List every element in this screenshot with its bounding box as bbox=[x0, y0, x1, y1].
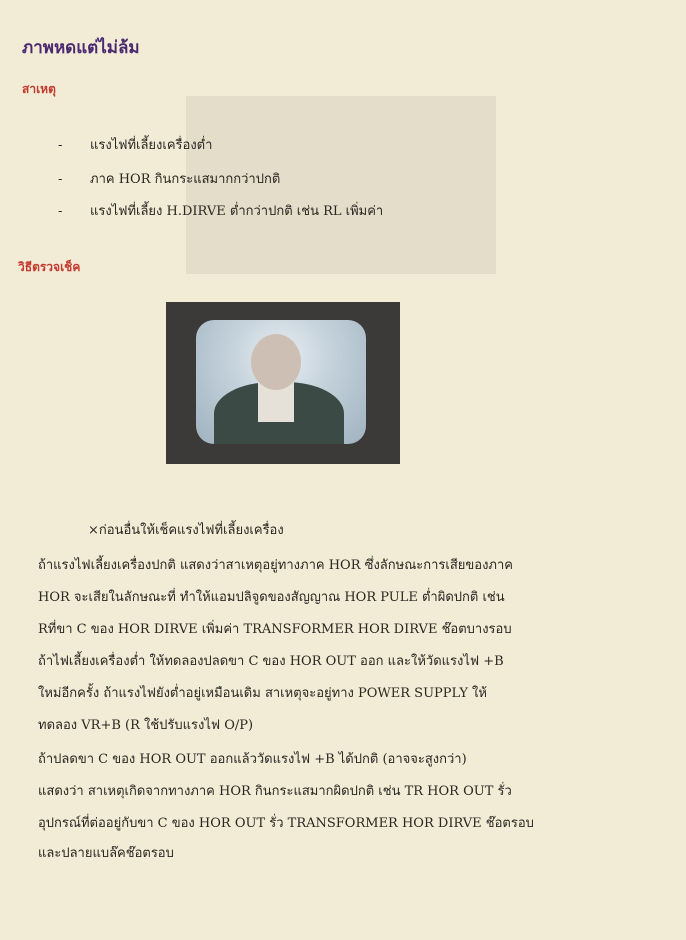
body-line: อุปกรณ์ที่ต่ออยู่กับขา C ของ HOR OUT รั่ว TRANSFORMER HOR DIRVE ช๊อตรอบ bbox=[38, 816, 534, 831]
body-line: ถ้าปลดขา C ของ HOR OUT ออกแล้ววัดแรงไฟ +B ได้ปกติ (อาจจะสูงกว่า) bbox=[38, 752, 467, 767]
tv-screen bbox=[196, 320, 366, 444]
body-line: ถ้าไฟเลี้ยงเครื่องต่ำ ให้ทดลองปลดขา C ของ HOR OUT ออก และให้วัดแรงไฟ +B bbox=[38, 654, 504, 669]
cause-item: - ภาค HOR กินกระแสมากกว่าปกติ bbox=[58, 172, 281, 187]
tv-photo bbox=[166, 302, 400, 464]
body-line: ถ้าแรงไฟเลี้ยงเครื่องปกติ แสดงว่าสาเหตุอยู่ทางภาค HOR ซึ่งลักษณะการเสียของภาค bbox=[38, 558, 513, 573]
body-line: HOR จะเสียในลักษณะที่ ทำให้แอมปลิจูดของสัญญาณ HOR PULE ต่ำผิดปกติ เช่น bbox=[38, 590, 505, 605]
check-heading: วิธีตรวจเช็ค bbox=[18, 260, 81, 274]
body-line: และปลายแบล๊คช๊อตรอบ bbox=[38, 846, 174, 861]
cause-item: - แรงไฟที่เลี้ยง H.DIRVE ต่ำกว่าปกติ เช่น RL เพิ่มค่า bbox=[58, 204, 384, 219]
body-line: แสดงว่า สาเหตุเกิดจากทางภาค HOR กินกระแสมากผิดปกติ เช่น TR HOR OUT รั่ว bbox=[38, 784, 512, 799]
cause-item: - แรงไฟที่เลี้ยงเครื่องต่ำ bbox=[58, 138, 213, 153]
note-text: ×ก่อนอื่นให้เช็คแรงไฟที่เลี้ยงเครื่อง bbox=[88, 523, 284, 538]
body-line: ทดลอง VR+B (R ใช้ปรับแรงไฟ O/P) bbox=[38, 718, 254, 733]
body-line: Rที่ขา C ของ HOR DIRVE เพิ่มค่า TRANSFORMER HOR DIRVE ช๊อตบางรอบ bbox=[38, 622, 512, 637]
person-head bbox=[251, 334, 301, 390]
cause-heading: สาเหตุ bbox=[22, 82, 56, 96]
page-title: ภาพหดแต่ไม่ล้ม bbox=[22, 38, 140, 58]
body-line: ใหม่อีกครั้ง ถ้าแรงไฟยังต่ำอยู่เหมือนเดิม สาเหตุจะอยู่ทาง POWER SUPPLY ให้ bbox=[38, 686, 487, 701]
